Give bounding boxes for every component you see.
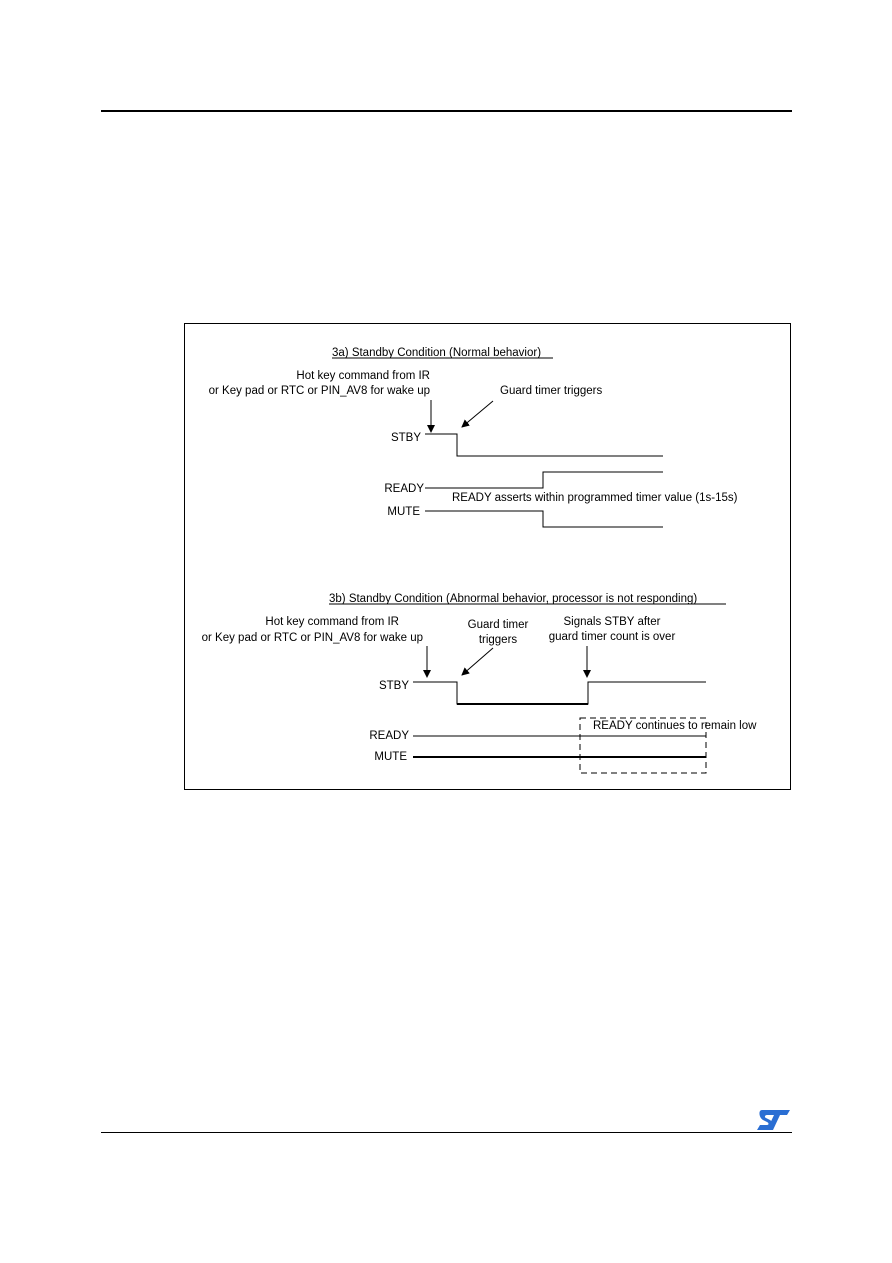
section-a-guard-timer-label: Guard timer triggers bbox=[500, 385, 603, 397]
section-b-ready-label: READY bbox=[369, 730, 409, 742]
section-b-title: 3b) Standby Condition (Abnormal behavior, processor is not responding) bbox=[329, 593, 698, 605]
section-b-mute-label: MUTE bbox=[374, 751, 407, 763]
section-a-guard-arrow bbox=[462, 401, 493, 427]
section-b-hotkey-line1: Hot key command from IR bbox=[265, 616, 399, 628]
section-a-hotkey-line1: Hot key command from IR bbox=[296, 370, 430, 382]
section-a-mute-label: MUTE bbox=[387, 506, 420, 518]
section-b-ready-note: READY continues to remain low bbox=[593, 720, 757, 732]
section-b-guard-timer-line1: Guard timer bbox=[467, 619, 529, 631]
section-a-mute-waveform bbox=[425, 511, 663, 527]
section-b-signals-line1: Signals STBY after bbox=[563, 616, 661, 628]
section-b-stby-label: STBY bbox=[378, 680, 409, 692]
footer-rule bbox=[101, 1132, 792, 1133]
section-a-ready-note: READY asserts within programmed timer value (1s-15s) bbox=[452, 492, 738, 504]
section-b-guard-arrow bbox=[462, 648, 493, 675]
section-b-stby-waveform bbox=[413, 682, 706, 704]
section-a-ready-waveform bbox=[425, 472, 663, 488]
section-a-stby-waveform bbox=[425, 434, 663, 456]
st-logo-icon bbox=[756, 1108, 792, 1132]
section-b-hotkey-line2: or Key pad or RTC or PIN_AV8 for wake up bbox=[201, 632, 423, 644]
section-a-ready-label: READY bbox=[384, 483, 424, 495]
section-b-signals-line2: guard timer count is over bbox=[548, 631, 676, 643]
section-b-guard-timer-line2: triggers bbox=[478, 634, 518, 646]
section-a-hotkey-line2: or Key pad or RTC or PIN_AV8 for wake up bbox=[208, 385, 430, 397]
section-a-stby-label: STBY bbox=[390, 432, 421, 444]
section-a-title: 3a) Standby Condition (Normal behavior) bbox=[332, 347, 542, 359]
